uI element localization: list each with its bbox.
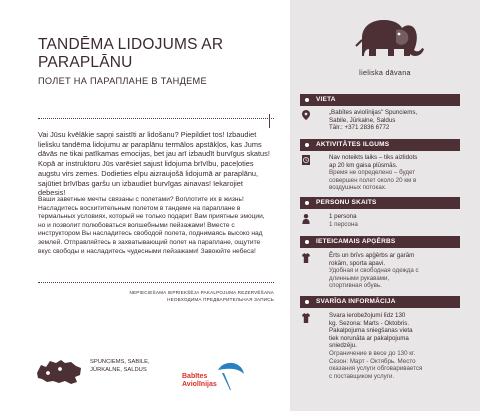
location-line-2: JŪRKALNE, SALDUS <box>90 367 147 373</box>
clothing-text-line: rokām, sporta apavi. <box>329 259 386 267</box>
bullet-icon <box>305 98 309 102</box>
section-header-info <box>300 296 460 308</box>
duration-text-line-ru: совершен полет около 20 км в <box>329 176 417 184</box>
description-ru: Ваши заветные мечты связаны с полетами? Воплотите их в жизнь! Насладитесь восхитительным полетом в тандеме на параплане в термальных условиях, который не только подарит Вам приятные эмоции, но и позволит полюбоваться волшебными пейзажами! Вместе с инструктором Вы насладитесь свободой полета, поднимаясь высоко над землей. Отправляйтесь в захватывающий полет на параплане, ощутите вкус свободы и насладитесь чудесными пейзажами! Завоюйте небеса! <box>38 196 265 255</box>
partner-name-line-1: Babītes <box>182 373 208 380</box>
location-text-line: Tālr.: +371 2836 6772 <box>329 124 390 132</box>
section-header-people <box>300 197 460 209</box>
divider-top <box>38 118 274 119</box>
info-text-line: kg. Sezona: Marts - Oktobris. <box>329 319 410 327</box>
location-line-1: SPUNCIEMS, SABILE, <box>90 359 150 365</box>
duration-text-line: Nav noteikts laiks – tiks aizlidots <box>329 154 418 161</box>
info-text-line-ru: оказания услуги обговаривается <box>329 365 423 373</box>
info-text <box>329 312 464 380</box>
person-icon <box>302 214 310 224</box>
info-text-line-ru: Ограничение в весе до 130 кг. <box>329 349 416 357</box>
section-header-label: SVARĪGA INFORMĀCIJA <box>316 298 396 305</box>
section-header-label: IETEICAMAIS APĢĒRBS <box>316 238 396 245</box>
latvia-map-icon <box>34 353 84 387</box>
bullet-icon <box>305 300 309 304</box>
clothing-text-line-ru: Удобная и свободная одежда с <box>329 267 419 275</box>
info-icon <box>302 313 310 323</box>
info-text-line: Svara ierobežojumi līdz 130 <box>329 312 406 319</box>
booking-note-ru: НЕОБХОДИМА ПРЕДВАРИТЕЛЬНАЯ ЗАПИСЬ <box>167 297 274 302</box>
clothing-icon <box>302 253 310 263</box>
clothing-text-line-ru: спортивная обувь. <box>329 282 382 290</box>
info-text-line: tiek norunāta ar pakalpojuma <box>329 334 409 342</box>
info-text-line: sniedzēju. <box>329 342 357 350</box>
people-text <box>329 213 464 228</box>
location-text-line: „Babītes aviolīnijas" Spunciems, <box>329 109 418 116</box>
info-text-line-ru: с поставщиком услуги. <box>329 372 395 380</box>
section-header-location <box>300 94 460 106</box>
clock-icon <box>302 155 310 165</box>
section-header-label: PERSONU SKAITS <box>316 199 377 206</box>
location-text <box>329 109 464 132</box>
duration-text-line-ru: воздушных потоках. <box>329 184 387 192</box>
location-text-line: Sabile, Jūrkalne, Saldus <box>329 116 396 124</box>
people-text-line-ru: 1 персона <box>329 220 358 228</box>
clothing-text-line-ru: длинными рукавами, <box>329 274 390 282</box>
info-text-line: Pakalpojuma sniegšanas vieta <box>329 327 413 335</box>
bullet-icon <box>305 240 309 244</box>
page-subtitle: ПОЛЕТ НА ПАРАПЛАНЕ В ТАНДЕМЕ <box>38 76 207 86</box>
section-header-clothing <box>300 236 460 248</box>
location-pin-icon <box>302 110 310 120</box>
description-lv: Vai Jūsu kvēlākie sapņi saistīti ar lidošanu? Piepildiet tos! Izbaudiet lielisku tandēma lidojumu ar paraplānu termālos apstākļos, kas Jums dāvās ne tikai patīkamas emocijas, bet jau arī izbaudīt burvīgus skatus! Kopā ar instruktoru Jūs varēsiet sajust lidojuma brīvību, paceļoties augstu virs zemes. Dodieties elpu aizraujošā lidojumā ar paraplānu, sajūtiet brīvības garšu un izbaudiet burvīgas ainavas! Iekarojiet debesis! <box>38 130 270 198</box>
partner-name-line-2: Aviolīnijas <box>182 381 217 388</box>
section-header-label: VIETA <box>316 96 336 103</box>
location-label <box>90 358 150 374</box>
people-text-line: 1 persona <box>329 213 357 220</box>
partner-logo <box>178 360 246 396</box>
duration-text <box>329 154 464 192</box>
booking-note-lv: NEPIECIEŠAMA IEPRIEKŠĒJA PAKALPOJUMA REZERVĒŠANA <box>129 290 274 295</box>
bullet-icon <box>305 201 309 205</box>
duration-text-line: ap 20 km gaisa plūsmās. <box>329 161 398 169</box>
bullet-icon <box>305 143 309 147</box>
brand-name: lieliska dāvana <box>359 68 411 77</box>
clothing-text <box>329 252 464 290</box>
page-title: TANDĒMA LIDOJUMS AR PARAPLĀNU <box>38 36 224 71</box>
elephant-logo-icon <box>336 16 440 64</box>
section-header-label: AKTIVITĀTES ILGUMS <box>316 141 390 148</box>
clothing-text-line: Ērts un brīvs apģērbs ar garām <box>329 252 415 259</box>
divider-tick <box>269 114 270 128</box>
section-header-duration <box>300 139 460 151</box>
info-text-line-ru: Сезон: Март - Октябрь. Место <box>329 357 416 365</box>
divider-bottom <box>38 282 274 283</box>
duration-text-line-ru: Время не определено – будет <box>329 169 416 177</box>
